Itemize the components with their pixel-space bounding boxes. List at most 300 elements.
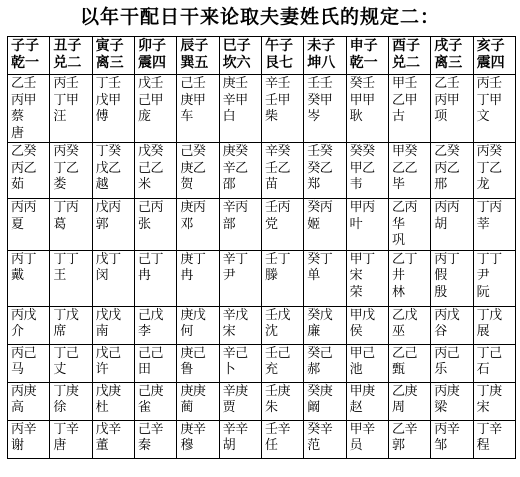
header-line: 寅子 xyxy=(95,38,124,54)
stem-pair-text: 己戊 xyxy=(137,307,163,323)
stem-pair-text: 庚丁 xyxy=(180,251,206,267)
surname-text: 朱 xyxy=(264,400,278,415)
surname-text: 叶 xyxy=(349,216,363,232)
stem-pair-text: 乙乙 xyxy=(391,160,417,176)
table-cell xyxy=(134,306,176,344)
table-body xyxy=(8,75,516,459)
header-line: 亥子 xyxy=(476,38,505,54)
table-cell xyxy=(346,306,388,344)
stem-pair-text: 己辛 xyxy=(137,421,163,437)
surname-text: 展 xyxy=(476,324,490,339)
stem-pair-text: 甲丁 xyxy=(349,251,375,267)
header-line: 午子 xyxy=(264,38,293,54)
stem-pair-text: 壬己 xyxy=(264,345,290,361)
header-line: 戌子 xyxy=(434,38,463,54)
surname-text: 邓 xyxy=(180,216,193,232)
stem-pair-text: 乙癸 xyxy=(11,144,37,159)
stem-pair-text: 辛丙 xyxy=(222,200,248,215)
surname-text: 沈 xyxy=(264,324,278,339)
header-line: 震四 xyxy=(137,54,166,71)
table-row xyxy=(8,306,516,344)
stem-pair-text: 戊丙 xyxy=(95,200,121,215)
surname-text: 王 xyxy=(53,268,66,283)
header-line: 辰子 xyxy=(180,38,209,54)
surname-text: 项 xyxy=(434,109,447,124)
surname-table xyxy=(7,36,516,459)
column-header xyxy=(8,37,50,75)
table-cell xyxy=(261,75,303,143)
header-line: 坎六 xyxy=(222,54,251,71)
header-line: 艮七 xyxy=(264,54,293,71)
stem-pair-text: 丙壬 xyxy=(53,76,79,91)
surname-text: 任 xyxy=(264,438,278,453)
surname-text: 唐 xyxy=(53,438,66,453)
column-header xyxy=(50,37,92,75)
table-cell xyxy=(431,420,473,458)
header-line: 兑二 xyxy=(391,54,420,71)
stem-pair-text: 丁壬 xyxy=(95,76,121,91)
stem-pair-text: 乙戊 xyxy=(391,307,417,323)
stem-pair-text: 辛庚 xyxy=(222,383,248,399)
table-cell xyxy=(8,143,50,199)
column-header xyxy=(177,37,219,75)
table-cell xyxy=(261,250,303,306)
surname-text: 宋 xyxy=(476,400,490,415)
surname-text: 雀 xyxy=(137,400,151,415)
table-cell xyxy=(473,420,515,458)
stem-pair-text: 癸庚 xyxy=(307,383,333,399)
header-line: 巳子 xyxy=(222,38,251,54)
table-cell xyxy=(134,143,176,199)
surname-text: 闵 xyxy=(95,268,109,283)
stem-pair-text: 辛丁 xyxy=(222,251,248,267)
surname-text: 穆 xyxy=(180,438,193,453)
table-cell xyxy=(304,199,346,251)
stem-pair-text: 己甲 xyxy=(137,92,163,108)
stem-pair-text: 丁丙 xyxy=(476,200,502,215)
surname-text: 程 xyxy=(476,438,490,453)
stem-pair-text: 癸甲 xyxy=(307,92,333,108)
table-cell xyxy=(431,382,473,420)
stem-pair-text: 丁庚 xyxy=(53,383,79,399)
header-row xyxy=(8,37,516,75)
surname-text: 冉 xyxy=(180,268,193,283)
table-cell xyxy=(50,306,92,344)
surname-text: 廉 xyxy=(307,324,320,339)
surname-text: 葛 xyxy=(53,216,66,232)
table-cell xyxy=(473,143,515,199)
stem-pair-text: 甲辛 xyxy=(349,421,375,437)
table-cell xyxy=(177,306,219,344)
surname-text: 丈 xyxy=(53,362,66,377)
stem-pair-text: 辛辛 xyxy=(222,421,248,437)
stem-pair-text: 壬癸 xyxy=(307,144,333,159)
table-cell xyxy=(8,306,50,344)
surname-text: 何 xyxy=(180,324,193,339)
table-cell xyxy=(219,344,261,382)
stem-pair-text: 辛戊 xyxy=(222,307,248,323)
table-cell xyxy=(50,344,92,382)
stem-pair-text: 丁丙 xyxy=(53,200,79,215)
table-cell xyxy=(50,382,92,420)
column-header xyxy=(388,37,430,75)
surname-text: 党 xyxy=(264,216,278,232)
table-cell xyxy=(134,420,176,458)
table-cell xyxy=(304,344,346,382)
header-line: 坤八 xyxy=(307,54,336,71)
surname-text: 胡 xyxy=(434,216,447,232)
surname-text: 张 xyxy=(137,216,151,232)
surname-text: 高 xyxy=(11,400,24,415)
table-cell xyxy=(346,75,388,143)
stem-pair-text: 丙甲 xyxy=(434,92,460,108)
surname-text: 谢 xyxy=(11,438,24,453)
surname-text: 鲁 xyxy=(180,362,193,377)
table-cell xyxy=(388,143,430,199)
stem-pair-text: 壬戊 xyxy=(264,307,290,323)
stem-pair-text: 壬丁 xyxy=(264,251,290,267)
surname-text: 韦 xyxy=(349,177,363,192)
stem-pair-text: 丁戊 xyxy=(53,307,79,323)
surname-text: 马 xyxy=(11,362,24,377)
stem-pair-text: 己丁 xyxy=(137,251,163,267)
stem-pair-text: 乙庚 xyxy=(391,383,417,399)
surname-text: 甄 xyxy=(391,362,405,377)
table-row xyxy=(8,344,516,382)
stem-pair-text: 癸乙 xyxy=(307,160,333,176)
surname-text: 夏 xyxy=(11,216,24,232)
stem-pair-text: 乙丙 xyxy=(391,200,417,215)
header-line: 乾一 xyxy=(349,54,378,71)
stem-pair-text: 壬甲 xyxy=(264,92,290,108)
surname-text: 梁 xyxy=(434,400,447,415)
surname-text: 阚 xyxy=(307,400,320,415)
table-cell xyxy=(473,250,515,306)
surname-text: 邹 xyxy=(434,438,447,453)
table-cell xyxy=(219,199,261,251)
table-cell xyxy=(388,250,430,306)
table-cell xyxy=(92,382,134,420)
header-line: 兑二 xyxy=(53,54,82,71)
stem-pair-text: 丁乙 xyxy=(53,160,79,176)
stem-pair-text: 丙辛 xyxy=(11,421,37,437)
stem-pair-text: 甲甲 xyxy=(349,92,375,108)
table-cell xyxy=(219,75,261,143)
table-cell xyxy=(431,75,473,143)
surname-text: 蔺 xyxy=(180,400,193,415)
stem-pair-text: 丙丙 xyxy=(434,200,460,215)
surname-text: 滕 xyxy=(264,268,278,283)
header-line: 巽五 xyxy=(180,54,209,71)
stem-pair-text: 丙癸 xyxy=(476,144,502,159)
stem-pair-text: 壬乙 xyxy=(264,160,290,176)
surname-text: 傅 xyxy=(95,109,109,124)
surname-text: 尹 xyxy=(222,268,236,283)
table-cell xyxy=(219,306,261,344)
stem-pair-text: 癸己 xyxy=(307,345,333,361)
table-cell xyxy=(177,143,219,199)
stem-pair-text: 丙甲 xyxy=(11,92,37,108)
header-line: 申子 xyxy=(349,38,378,54)
table-cell xyxy=(261,420,303,458)
stem-pair-text: 己壬 xyxy=(180,76,206,91)
stem-pair-text: 壬壬 xyxy=(307,76,333,91)
surname-text: 白 xyxy=(222,109,236,124)
stem-pair-text: 辛壬 xyxy=(264,76,290,91)
stem-pair-text: 戊丁 xyxy=(95,251,121,267)
stem-pair-text: 庚己 xyxy=(180,345,206,361)
stem-pair-text: 丁庚 xyxy=(476,383,502,399)
surname-text: 李 xyxy=(137,324,151,339)
stem-pair-text: 丙丁 xyxy=(11,251,37,267)
table-cell xyxy=(346,344,388,382)
table-row xyxy=(8,143,516,199)
stem-pair-text: 庚甲 xyxy=(180,92,206,108)
stem-pair-text: 乙辛 xyxy=(391,421,417,437)
surname-text: 冉 xyxy=(137,268,151,283)
stem-pair-text: 癸癸 xyxy=(349,144,375,159)
column-header xyxy=(431,37,473,75)
stem-pair-text: 庚庚 xyxy=(180,383,206,399)
stem-pair-text: 丙壬 xyxy=(476,76,502,91)
header-line: 震四 xyxy=(476,54,505,71)
stem-pair-text: 癸戊 xyxy=(307,307,333,323)
table-cell xyxy=(92,199,134,251)
stem-pair-text: 丁己 xyxy=(476,345,502,361)
table-cell xyxy=(177,75,219,143)
stem-pair-text: 丙丙 xyxy=(11,200,37,215)
surname-text: 郝 xyxy=(307,362,320,377)
table-cell xyxy=(8,344,50,382)
surname-text: 介 xyxy=(11,324,24,339)
table-cell xyxy=(473,382,515,420)
table-cell xyxy=(388,306,430,344)
stem-pair-text: 己乙 xyxy=(137,160,163,176)
surname-text: 庞 xyxy=(137,109,151,124)
surname-text: 周 xyxy=(391,400,405,415)
column-header xyxy=(134,37,176,75)
stem-pair-text: 庚癸 xyxy=(222,144,248,159)
surname-text: 荣 xyxy=(349,284,363,300)
stem-pair-text: 蔡 xyxy=(11,109,24,124)
surname-text: 林 xyxy=(391,284,405,300)
table-cell xyxy=(388,199,430,251)
surname-text: 卜 xyxy=(222,362,236,377)
stem-pair-text: 井 xyxy=(391,268,405,283)
column-header xyxy=(92,37,134,75)
surname-text: 阮 xyxy=(476,284,490,300)
table-cell xyxy=(92,143,134,199)
table-cell xyxy=(50,250,92,306)
table-cell xyxy=(388,420,430,458)
table-cell xyxy=(92,75,134,143)
stem-pair-text: 甲戊 xyxy=(349,307,375,323)
stem-pair-text: 甲庚 xyxy=(349,383,375,399)
stem-pair-text: 癸壬 xyxy=(349,76,375,91)
table-cell xyxy=(8,199,50,251)
stem-pair-text: 丙戊 xyxy=(11,307,37,323)
surname-text: 胡 xyxy=(222,438,236,453)
stem-pair-text: 丙己 xyxy=(11,345,37,361)
stem-pair-text: 乙己 xyxy=(391,345,417,361)
table-row xyxy=(8,250,516,306)
surname-text: 秦 xyxy=(137,438,151,453)
table-cell xyxy=(177,344,219,382)
table-row xyxy=(8,75,516,143)
stem-pair-text: 丙丁 xyxy=(434,251,460,267)
stem-pair-text: 甲丙 xyxy=(349,200,375,215)
surname-text: 唐 xyxy=(11,125,24,141)
table-cell xyxy=(219,250,261,306)
table-cell xyxy=(92,420,134,458)
table-cell xyxy=(8,75,50,143)
table-cell xyxy=(304,306,346,344)
table-cell xyxy=(50,199,92,251)
table-cell xyxy=(473,344,515,382)
table-cell xyxy=(388,344,430,382)
stem-pair-text: 己己 xyxy=(137,345,163,361)
table-cell xyxy=(346,199,388,251)
surname-text: 毕 xyxy=(391,177,405,192)
surname-text: 莘 xyxy=(476,216,490,232)
stem-pair-text: 甲乙 xyxy=(349,160,375,176)
table-cell xyxy=(8,250,50,306)
surname-text: 员 xyxy=(349,438,363,453)
table-cell xyxy=(134,382,176,420)
surname-text: 车 xyxy=(180,109,193,124)
table-cell xyxy=(346,250,388,306)
stem-pair-text: 辛癸 xyxy=(264,144,290,159)
stem-pair-text: 甲己 xyxy=(349,345,375,361)
stem-pair-text: 甲壬 xyxy=(391,76,417,91)
surname-text: 池 xyxy=(349,362,363,377)
surname-text: 部 xyxy=(222,216,236,232)
surname-text: 娄 xyxy=(53,177,66,192)
table-cell xyxy=(304,75,346,143)
stem-pair-text: 丁己 xyxy=(53,345,79,361)
table-cell xyxy=(219,420,261,458)
surname-text: 徐 xyxy=(53,400,66,415)
table-cell xyxy=(219,143,261,199)
stem-pair-text: 癸丙 xyxy=(307,200,333,215)
stem-pair-text: 假 xyxy=(434,268,447,283)
header-line: 离三 xyxy=(95,54,124,71)
table-cell xyxy=(8,420,50,458)
table-cell xyxy=(261,382,303,420)
surname-text: 文 xyxy=(476,109,490,124)
table-cell xyxy=(177,382,219,420)
stem-pair-text: 丁甲 xyxy=(53,92,79,108)
header-line: 酉子 xyxy=(391,38,420,54)
column-header xyxy=(304,37,346,75)
surname-text: 茹 xyxy=(11,177,24,192)
table-cell xyxy=(134,344,176,382)
stem-pair-text: 丙庚 xyxy=(11,383,37,399)
stem-pair-text: 癸辛 xyxy=(307,421,333,437)
stem-pair-text: 壬辛 xyxy=(264,421,290,437)
column-header xyxy=(346,37,388,75)
stem-pair-text: 尹 xyxy=(476,268,490,283)
stem-pair-text: 乙癸 xyxy=(434,144,460,159)
table-cell xyxy=(304,143,346,199)
surname-text: 龙 xyxy=(476,177,490,192)
table-cell xyxy=(388,382,430,420)
table-cell xyxy=(473,75,515,143)
surname-text: 古 xyxy=(391,109,405,124)
header-line: 丑子 xyxy=(53,38,82,54)
stem-pair-text: 庚壬 xyxy=(222,76,248,91)
table-cell xyxy=(431,143,473,199)
table-cell xyxy=(92,306,134,344)
table-cell xyxy=(50,143,92,199)
stem-pair-text: 乙壬 xyxy=(434,76,460,91)
table-cell xyxy=(346,420,388,458)
column-header xyxy=(261,37,303,75)
table-cell xyxy=(388,75,430,143)
table-cell xyxy=(431,199,473,251)
table-cell xyxy=(346,382,388,420)
stem-pair-text: 甲癸 xyxy=(391,144,417,159)
table-row xyxy=(8,199,516,251)
surname-text: 单 xyxy=(307,268,320,283)
stem-pair-text: 丙癸 xyxy=(53,144,79,159)
surname-text: 殷 xyxy=(434,284,447,300)
surname-text: 苗 xyxy=(264,177,278,192)
column-header xyxy=(473,37,515,75)
stem-pair-text: 乙壬 xyxy=(11,76,37,91)
surname-text: 南 xyxy=(95,324,109,339)
stem-pair-text: 辛乙 xyxy=(222,160,248,176)
stem-pair-text: 丁乙 xyxy=(476,160,502,176)
stem-pair-text: 壬庚 xyxy=(264,383,290,399)
header-line: 未子 xyxy=(307,38,336,54)
stem-pair-text: 戊壬 xyxy=(137,76,163,91)
table-cell xyxy=(134,250,176,306)
surname-text: 柴 xyxy=(264,109,278,124)
surname-text: 宋 xyxy=(222,324,236,339)
stem-pair-text: 乙丁 xyxy=(391,251,417,267)
column-header xyxy=(219,37,261,75)
table-cell xyxy=(134,75,176,143)
stem-pair-text: 戊庚 xyxy=(95,383,121,399)
stem-pair-text: 丙乙 xyxy=(11,160,37,176)
surname-text: 耿 xyxy=(349,109,363,124)
surname-text: 范 xyxy=(307,438,320,453)
stem-pair-text: 丁戊 xyxy=(476,307,502,323)
surname-text: 赵 xyxy=(349,400,363,415)
stem-pair-text: 丙戊 xyxy=(434,307,460,323)
stem-pair-text: 壬丙 xyxy=(264,200,290,215)
stem-pair-text: 戊辛 xyxy=(95,421,121,437)
surname-text: 杜 xyxy=(95,400,109,415)
surname-text: 贺 xyxy=(180,177,193,192)
stem-pair-text: 己庚 xyxy=(137,383,163,399)
table-cell xyxy=(304,250,346,306)
table-cell xyxy=(431,306,473,344)
table-cell xyxy=(261,344,303,382)
stem-pair-text: 己丙 xyxy=(137,200,163,215)
stem-pair-text: 丁甲 xyxy=(476,92,502,108)
stem-pair-text: 己癸 xyxy=(180,144,206,159)
surname-text: 董 xyxy=(95,438,109,453)
header-line: 卯子 xyxy=(137,38,166,54)
table-cell xyxy=(473,199,515,251)
table-cell xyxy=(304,382,346,420)
header-line: 离三 xyxy=(434,54,463,71)
table-cell xyxy=(261,143,303,199)
surname-text: 充 xyxy=(264,362,278,377)
stem-pair-text: 丙己 xyxy=(434,345,460,361)
